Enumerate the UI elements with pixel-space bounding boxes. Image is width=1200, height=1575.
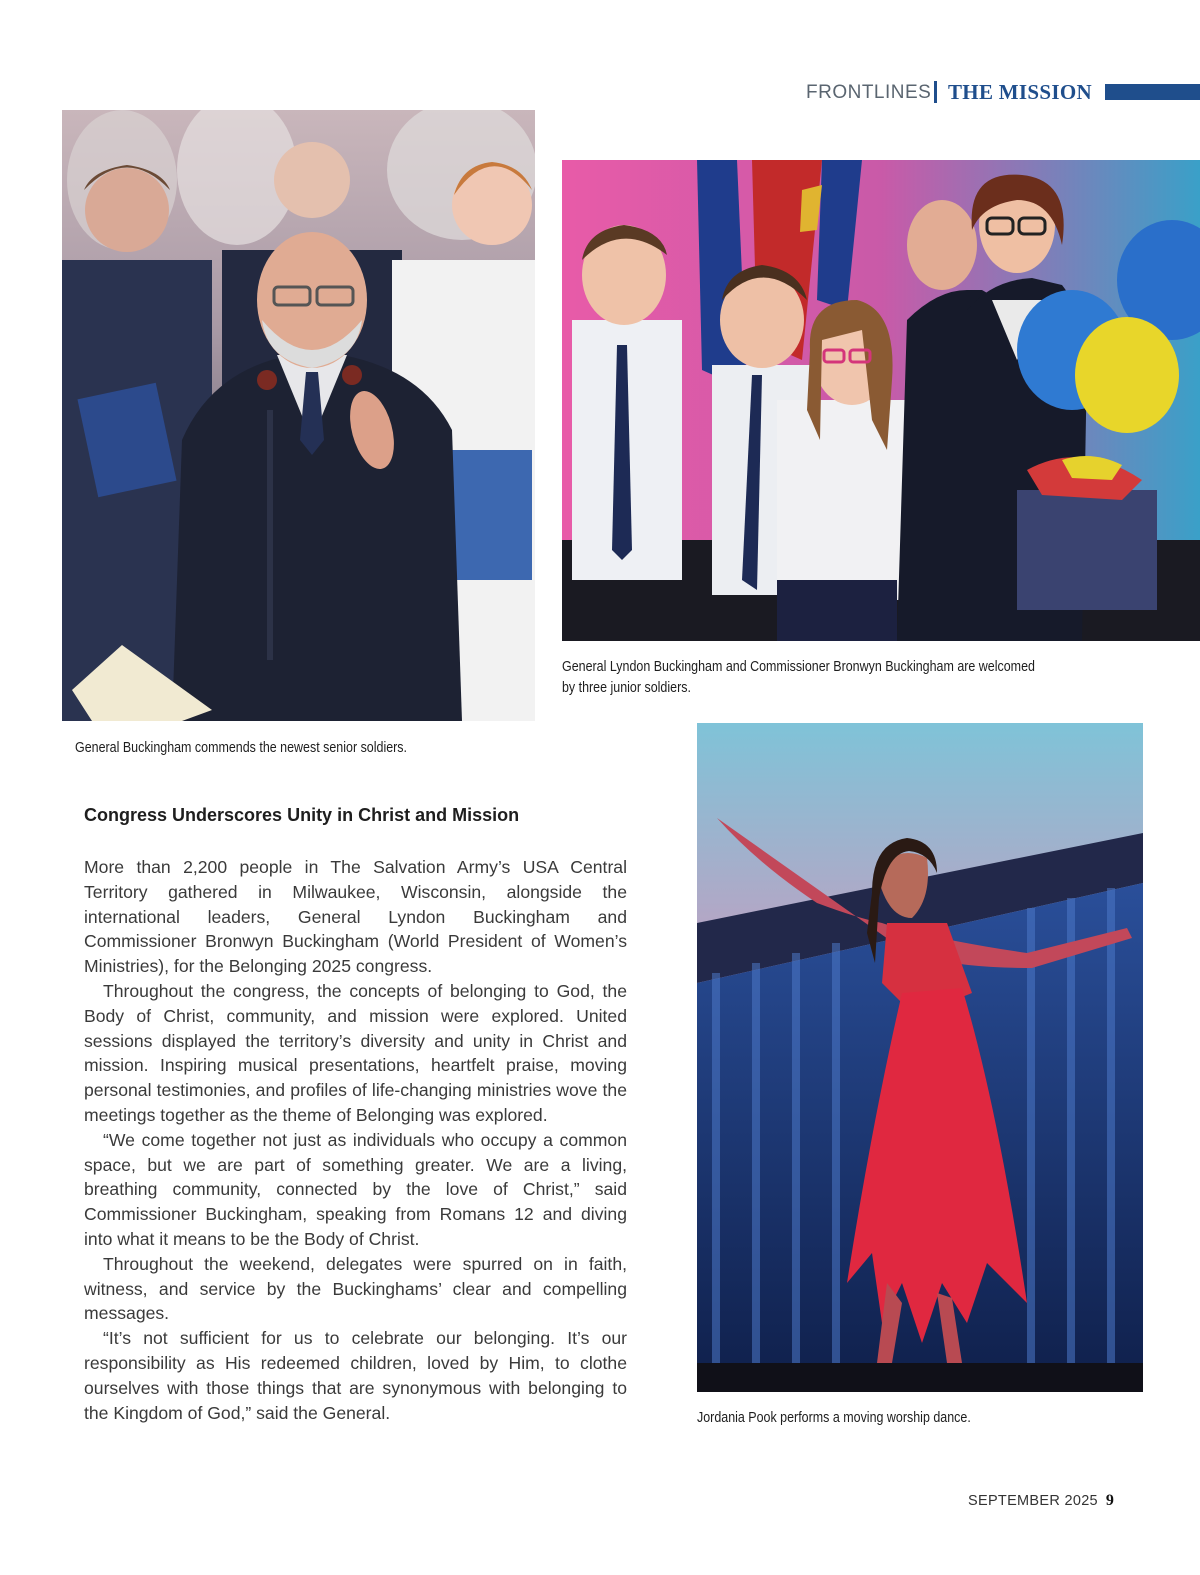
caption-line-2: by three junior soldiers.: [562, 680, 691, 696]
photo-worship-dance: [697, 723, 1143, 1392]
article: [84, 803, 627, 1425]
article-paragraph: Throughout the weekend, delegates were spurred on in faith, witness, and service by the Buckinghams’ clear and compelling messages.: [84, 1253, 627, 1324]
article-paragraph: “We come together not just as individuals who occupy a common space, but we are part of something greater. We are a living, breathing community, connected by the love of Christ,” said Commissioner Buckingham, speaking from Romans 12 and diving into what it means to be the Body of Christ.: [84, 1129, 627, 1249]
article-paragraph: More than 2,200 people in The Salvation Army’s USA Central Territory gathered in Milwaukee, Wisconsin, alongside the international leaders, General Lyndon Buckingham and Commissioner Bronwyn Buckingham (World President of Women’s Ministries), for the Belonging 2025 congress.: [84, 857, 627, 977]
issue-date: SEPTEMBER 2025: [968, 1493, 1098, 1509]
photo-general-speaking: [62, 110, 535, 721]
page-footer: [968, 1492, 1114, 1510]
section-label: FRONTLINES: [806, 82, 932, 103]
caption-dance: Jordania Pook performs a moving worship dance.: [697, 1410, 971, 1426]
section-header: [806, 80, 1200, 106]
section-title: THE MISSION: [948, 80, 1092, 104]
page-number: 9: [1105, 1492, 1115, 1509]
header-divider: [934, 81, 937, 103]
photo-junior-soldiers: [562, 160, 1200, 641]
article-paragraph: Throughout the congress, the concepts of belonging to God, the Body of Christ, community, and mission were explored. United sessions displayed the territory’s diversity and unity in Christ and mission. Inspiring musical presentations, heartfelt praise, moving personal testimonies, and profiles of life-changing ministries wove the meetings together as the theme of Belonging was explored.: [84, 980, 627, 1125]
caption-line-1: General Lyndon Buckingham and Commissioner Bronwyn Buckingham are welcomed: [562, 659, 1035, 675]
article-paragraph: “It’s not sufficient for us to celebrate our belonging. It’s our responsibility as His redeemed children, loved by Him, to clothe ourselves with those things that are synonymous with belonging to the Kingdom of God,” said the General.: [84, 1328, 627, 1423]
header-accent-bar: [1105, 84, 1200, 100]
caption-general: General Buckingham commends the newest senior soldiers.: [75, 740, 408, 756]
caption-junior-soldiers: [562, 657, 1035, 699]
article-heading: Congress Underscores Unity in Christ and Mission: [84, 805, 520, 825]
